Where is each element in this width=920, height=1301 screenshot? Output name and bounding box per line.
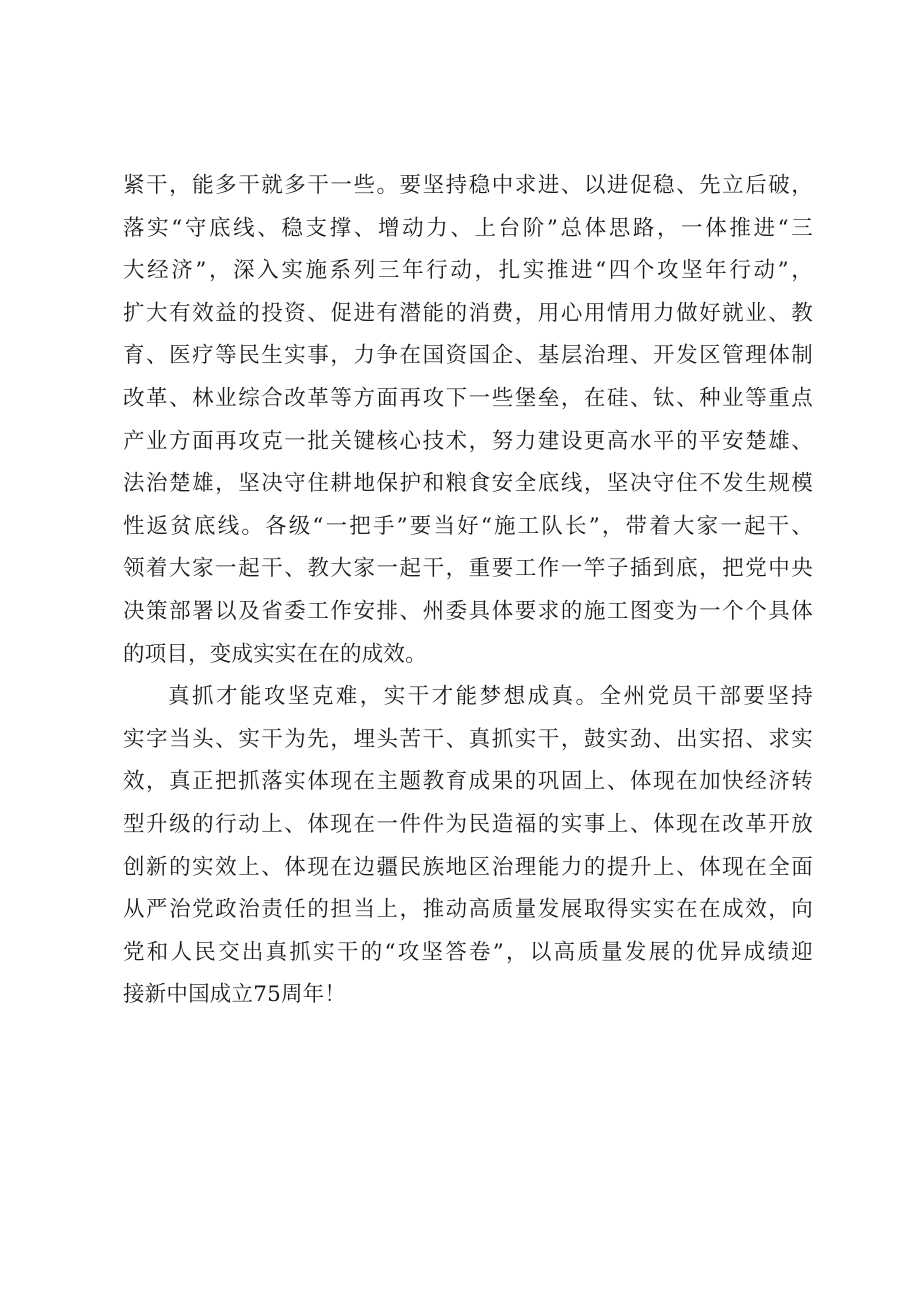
text-line: 大经济”，深入实施系列三年行动，扎实推进“四个攻坚年行动”， [123,258,813,284]
text-line: 接新中国成立75周年！ [123,982,347,1008]
text-line: 效，真正把抓落实体现在主题教育成果的巩固上、体现在加快经济转 [123,769,813,795]
text-line: 育、医疗等民生实事，力争在国资国企、基层治理、开发区管理体制 [123,343,813,369]
text-line: 的项目，变成实实在在的成效。 [123,641,427,667]
text-line: 性返贫底线。各级“一把手”要当好“施工队长”，带着大家一起干、 [123,513,813,539]
text-line: 创新的实效上、体现在边疆民族地区治理能力的提升上、体现在全面 [123,854,813,880]
text-line: 党和人民交出真抓实干的“攻坚答卷”，以高质量发展的优异成绩迎 [123,939,813,965]
text-line: 真抓才能攻坚克难，实干才能梦想成真。全州党员干部要坚持 [168,684,813,710]
text-line: 领着大家一起干、教大家一起干，重要工作一竿子插到底，把党中央 [123,556,813,582]
text-line: 产业方面再攻克一批关键核心技术，努力建设更高水平的平安楚雄、 [123,428,813,454]
text-line: 法治楚雄，坚决守住耕地保护和粮食安全底线，坚决守住不发生规模 [123,471,813,497]
text-line: 从严治党政治责任的担当上，推动高质量发展取得实实在在成效，向 [123,897,813,923]
text-line: 改革、林业综合改革等方面再攻下一些堡垒，在硅、钛、种业等重点 [123,385,813,411]
document-body [123,165,813,1017]
text-line: 型升级的行动上、体现在一件件为民造福的实事上、体现在改革开放 [123,811,813,837]
text-line: 实字当头、实干为先，埋头苦干、真抓实干，鼓实劲、出实招、求实 [123,726,813,752]
text-line: 落实“守底线、稳支撑、增动力、上台阶”总体思路，一体推进“三 [123,215,813,241]
paragraph-1 [123,165,813,676]
paragraph-2 [123,676,813,1017]
text-line: 扩大有效益的投资、促进有潜能的消费，用心用情用力做好就业、教 [123,300,813,326]
text-line: 决策部署以及省委工作安排、州委具体要求的施工图变为一个个具体 [123,598,813,624]
text-line: 紧干，能多干就多干一些。要坚持稳中求进、以进促稳、先立后破， [123,173,813,198]
